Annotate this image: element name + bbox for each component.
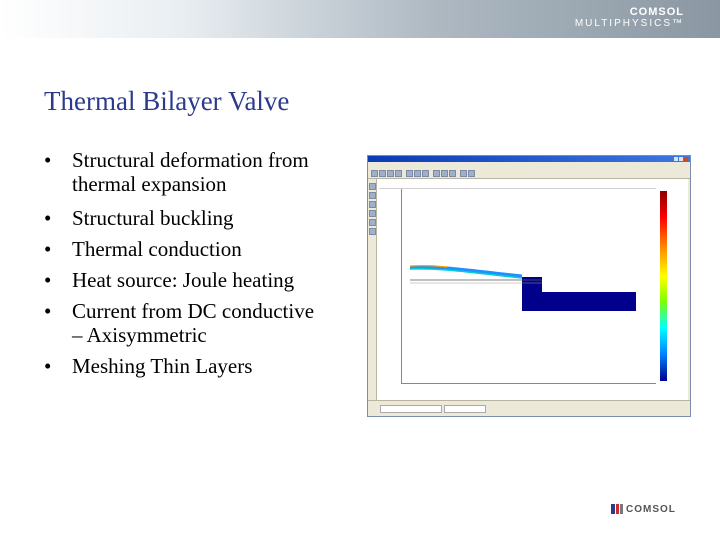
toolbar-icon xyxy=(406,170,413,177)
bullet-dot: • xyxy=(44,237,52,261)
deformation-plot xyxy=(377,179,688,401)
toolbar xyxy=(368,168,690,179)
slide-title: Thermal Bilayer Valve xyxy=(44,86,290,116)
bullet-dot: • xyxy=(44,148,52,172)
window-controls xyxy=(673,157,688,161)
comsol-logo-icon xyxy=(611,504,623,514)
bullet-item: • Structural buckling xyxy=(44,206,234,230)
comsol-multiphysics-logo: COMSOL MULTIPHYSICS™ xyxy=(574,6,684,29)
toolbar-icon xyxy=(433,170,440,177)
bullet-item: • Current from DC conductive – Axisymmetric xyxy=(44,299,315,347)
color-scale-bar xyxy=(660,191,667,381)
toolbar-icon xyxy=(422,170,429,177)
bullet-item: • Thermal conduction xyxy=(44,237,242,261)
bullet-list xyxy=(44,148,364,388)
header-banner xyxy=(0,0,720,38)
bullet-item: • Meshing Thin Layers xyxy=(44,354,253,378)
component-block xyxy=(522,277,542,311)
status-cell xyxy=(444,405,486,413)
bullet-dot: • xyxy=(44,354,52,378)
toolbar-icon xyxy=(379,170,386,177)
bullet-item: • Heat source: Joule heating xyxy=(44,268,295,292)
bullet-item: • Structural deformation from thermal expansion xyxy=(44,148,309,196)
bullet-dot: • xyxy=(44,299,52,323)
side-toolbar xyxy=(368,179,377,401)
toolbar-icon xyxy=(387,170,394,177)
toolbar-icon xyxy=(414,170,421,177)
maximize-icon xyxy=(679,157,683,161)
plot-area xyxy=(377,179,688,401)
status-cell xyxy=(380,405,442,413)
side-toolbar-icon xyxy=(369,183,376,190)
toolbar-icon xyxy=(395,170,402,177)
close-icon xyxy=(684,157,688,161)
status-bar xyxy=(368,400,690,416)
window-title-bar xyxy=(368,156,690,162)
side-toolbar-icon xyxy=(369,219,376,226)
footer-logo: COMSOL xyxy=(611,503,676,517)
toolbar-icon xyxy=(449,170,456,177)
minimize-icon xyxy=(674,157,678,161)
side-toolbar-icon xyxy=(369,192,376,199)
software-screenshot xyxy=(367,155,691,417)
toolbar-icon xyxy=(441,170,448,177)
side-toolbar-icon xyxy=(369,210,376,217)
toolbar-icon xyxy=(468,170,475,177)
toolbar-icon xyxy=(460,170,467,177)
toolbar-icon xyxy=(371,170,378,177)
side-toolbar-icon xyxy=(369,201,376,208)
bullet-dot: • xyxy=(44,206,52,230)
component-base xyxy=(542,292,636,311)
side-toolbar-icon xyxy=(369,228,376,235)
bullet-dot: • xyxy=(44,268,52,292)
